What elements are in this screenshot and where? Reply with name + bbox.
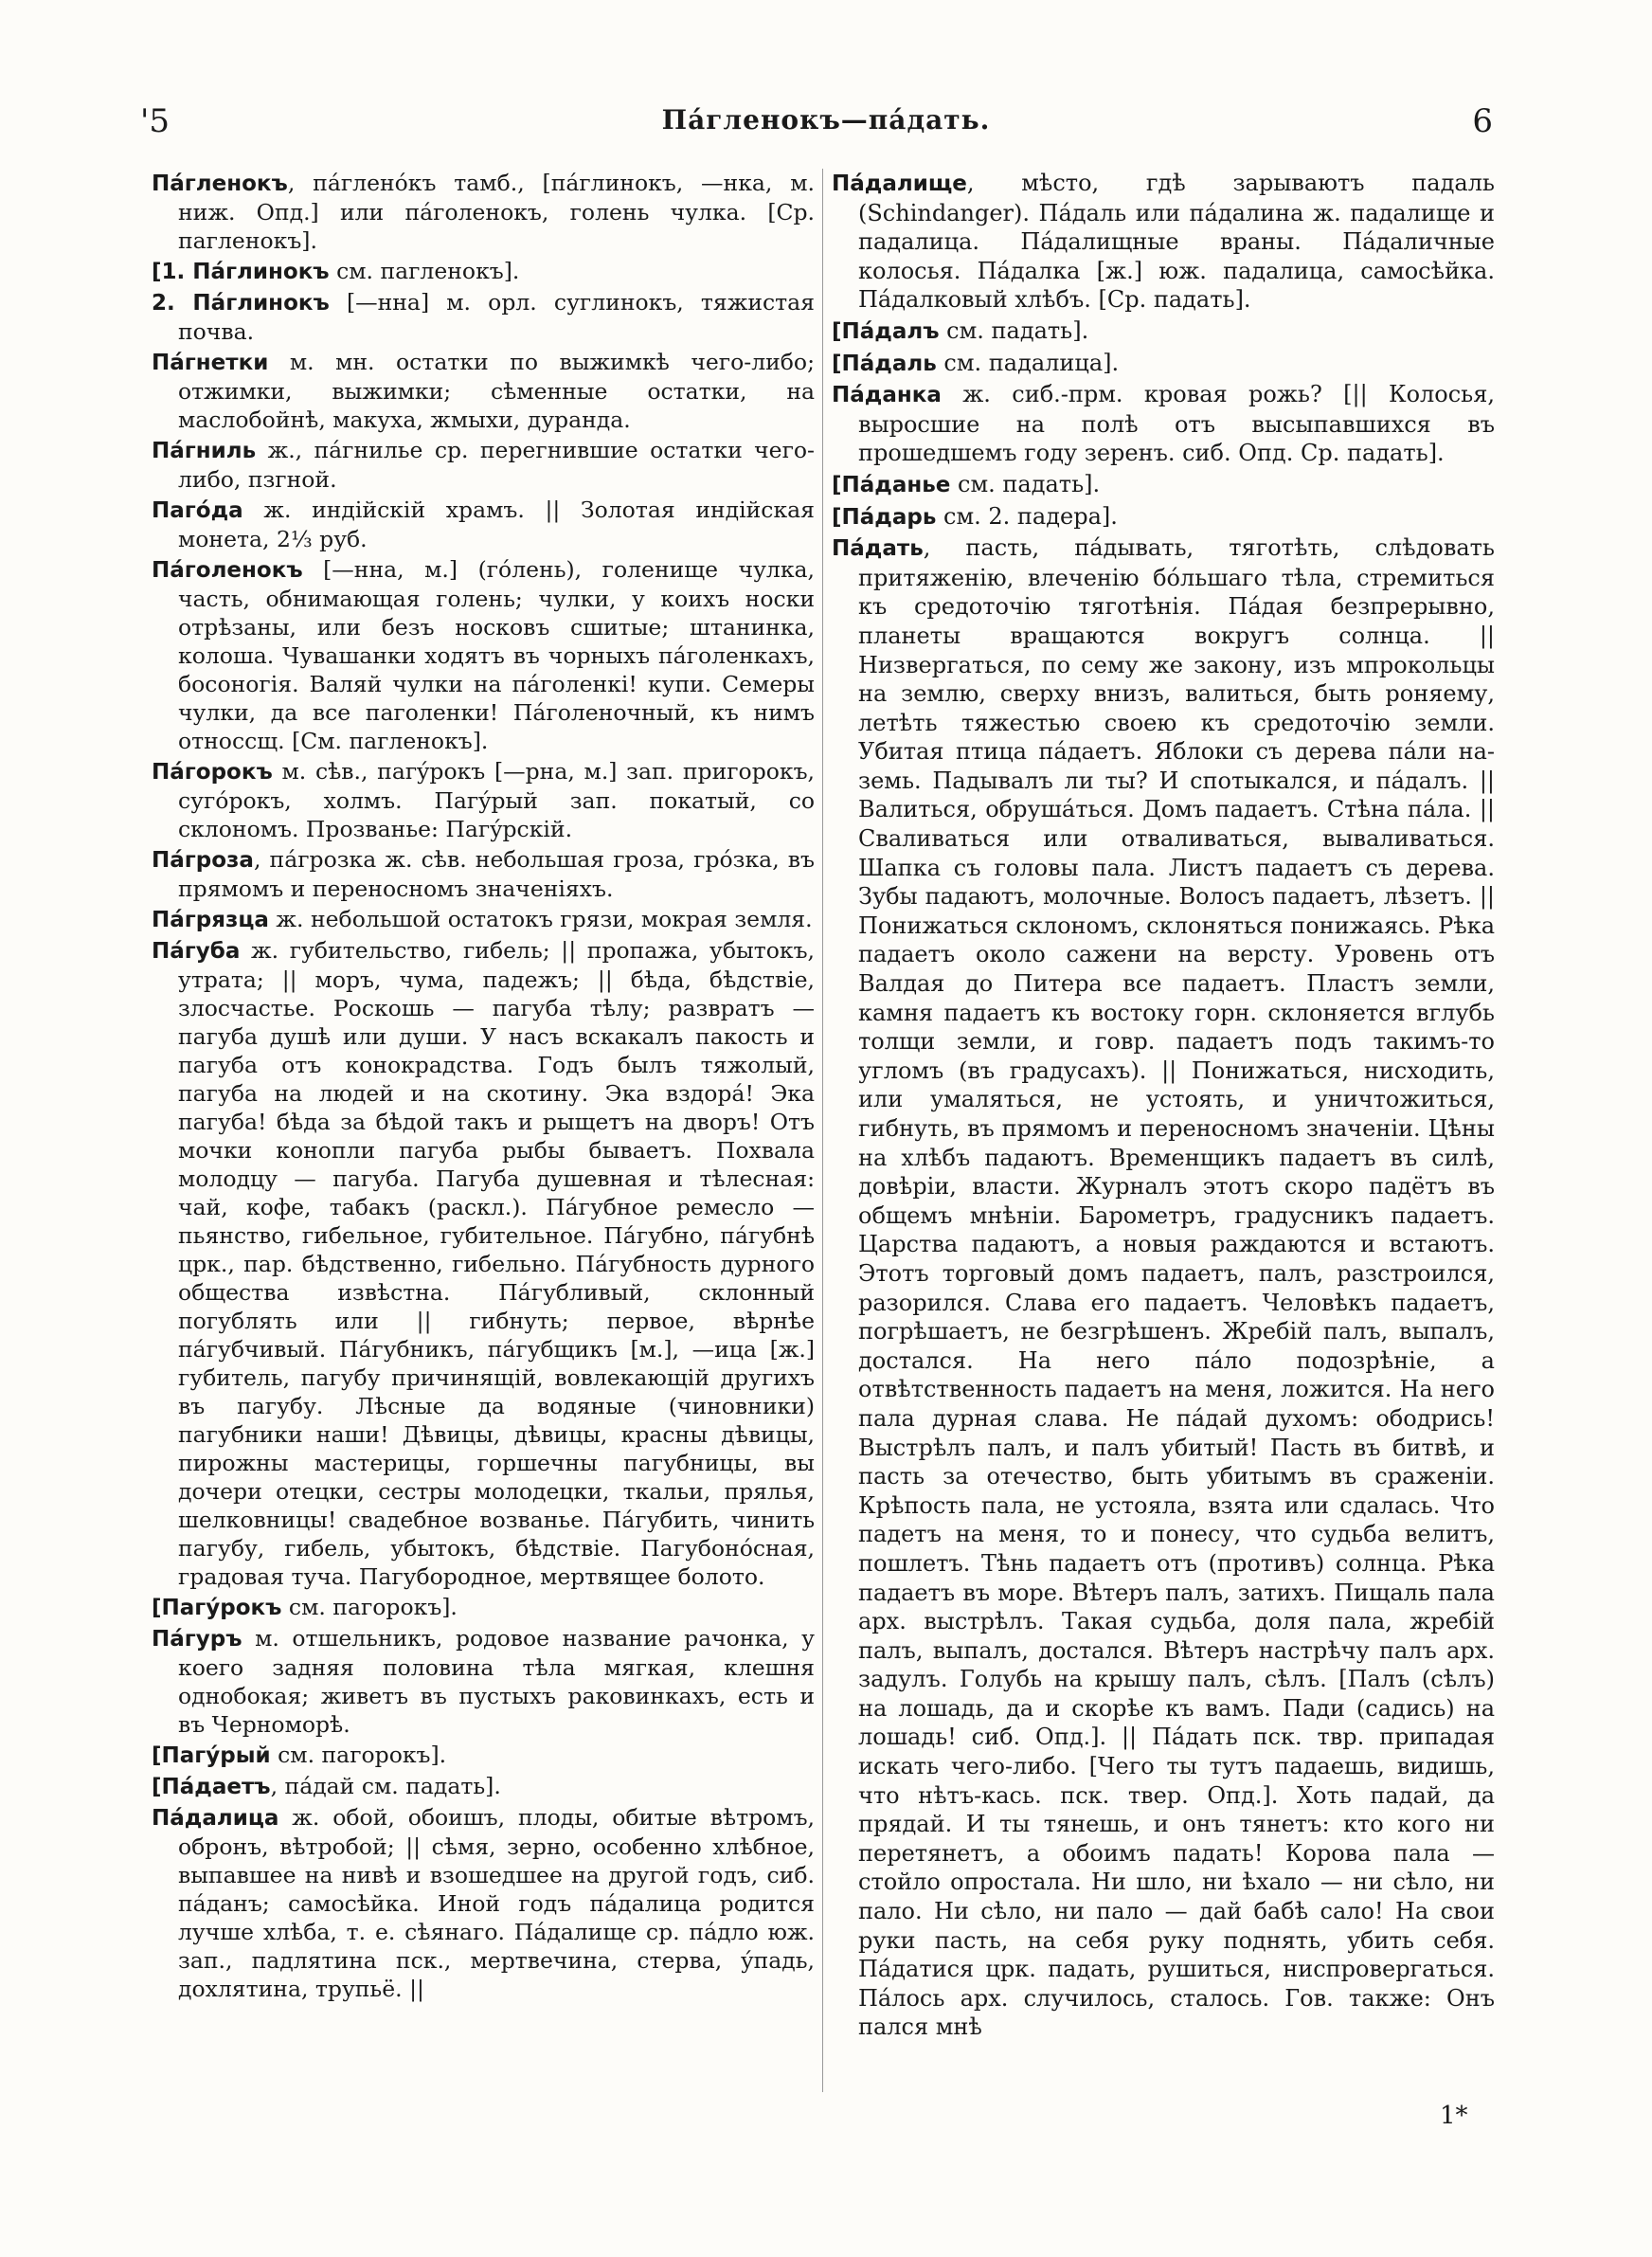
dictionary-entry: [Пáдалъ см. падать].: [832, 316, 1089, 344]
dictionary-entry: Пáданка ж. сиб.-прм. кровая рожь? [|| Колосья, выросшие на полѣ отъ высыпавшихся въ прошедшемъ году зеренъ. сиб. Опд. Ср. падать].: [832, 381, 1495, 467]
dictionary-entry: [Пáдарь см. 2. падера].: [832, 502, 1118, 530]
dictionary-entry: Пáгнетки м. мн. остатки по выжимкѣ чего-либо; отжимки, выжимки; сѣменные остатки, на маслобойнѣ, макуха, жмыхи, дуранда.: [152, 349, 815, 433]
dictionary-entry: [Пáданье см. падать].: [832, 470, 1101, 497]
dictionary-entry: Пáгуръ м. отшельникъ, родовое название рачонка, у коего задняя половина тѣла мягкая, клешня однобокая; живетъ въ пустыхъ раковинкахъ, есть и въ Черноморѣ.: [152, 1625, 815, 1738]
left-column: [152, 169, 815, 2005]
dictionary-entry: Пáдалище, мѣсто, гдѣ зарываютъ падаль (Schindanger). Пáдаль или пáдалина ж. падалище и падалица. Пáдалищные враны. Пáдаличные колосья. Пáдалка [ж.] юж. падалица, самосѣйка. Пáдалковый хлѣбъ. [Ср. падать].: [832, 170, 1495, 314]
dictionary-entry: Пáголенокъ [—нна, м.] (гóлень), голенище чулка, часть, обнимающая голень; чулки, у коихъ носки отрѣзаны, или безъ носковъ сшитые; штанинка, колоша. Чувашанки ходятъ въ чорныхъ пáголенкахъ, босоногія. Валяй чулки на пáголенкі! купи. Семеры чулки, да все паголенки! Пáголеночный, къ нимъ относсщ. [См. пагленокъ].: [152, 556, 815, 754]
page-header: [0, 102, 1652, 159]
page-title: Пáгленокъ—пáдать.: [661, 104, 991, 135]
signature-mark: 1*: [1440, 2102, 1468, 2130]
dictionary-entry: Пáгорокъ м. сѣв., пагýрокъ [—рна, м.] зап. пригорокъ, сугóрокъ, холмъ. Пагýрый зап. покатый, со склономъ. Прозванье: Пагýрскій.: [152, 758, 815, 842]
dictionary-entry: Пáдать, пасть, пáдывать, тяготѣть, слѣдовать притяженію, влеченію бóльшаго тѣла, стремиться къ средоточію тяготѣнія. Пáдая безпрерывно, планеты вращаются вокругъ солнца. || Низвергаться, по сему же закону, изъ мпрокольцы на землю, сверху внизъ, валиться, быть роняему, летѣть тяжестью своею къ средоточію земли. Убитая птица пáдаетъ. Яблоки съ дерева пáли на-земь. Падывалъ ли ты? И спотыкался, и пáдалъ. || Валиться, обрушáться. Домъ падаетъ. Стѣна пáла. || Сваливаться или отваливаться, вываливаться. Шапка съ головы пала. Листъ падаетъ съ дерева. Зубы падаютъ, молочные. Волосъ падаетъ, лѣзетъ. || Понижаться склономъ, склоняться понижаясь. Рѣка падаетъ около сажени на версту. Уровень отъ Валдая до Питера все падаетъ. Пластъ земли, камня падаетъ къ востоку горн. склоняется вглубь толщи земли, и говр. падаетъ подъ такимъ-то угломъ (въ градусахъ). || Понижаться, нисходить, или умаляться, не устоять, и уничтожиться, гибнуть, въ прямомъ и переносномъ значеніи. Цѣны на хлѣбъ падаютъ. Временщикъ падаетъ въ силѣ, довѣріи, власти. Журналъ этотъ скоро падётъ въ общемъ мнѣніи. Барометръ, градусникъ падаетъ. Царства падаютъ, а новыя раждаются и встаютъ. Этотъ торговый домъ падаетъ, палъ, разстроился, разорился. Слава его падаетъ. Человѣкъ падаетъ, погрѣшаетъ, не безгрѣшенъ. Жребій палъ, выпалъ, достался. На него пáло подозрѣніе, а отвѣтственность падаетъ на меня, ложится. На него пала дурная слава. Не пáдай духомъ: ободрись! Выстрѣлъ палъ, и палъ убитый! Пасть въ битвѣ, и пасть за отечество, быть убитымъ въ сраженіи. Крѣпость пала, не устояла, взята или сдалась. Что падетъ на меня, то и понесу, что судьба велитъ, пошлетъ. Тѣнь падаетъ отъ (противъ) солнца. Рѣка падаетъ въ море. Вѣтеръ палъ, затихъ. Пищаль пала арх. выстрѣлъ. Такая судьба, доля пала, жребій палъ, выпалъ, достался. Вѣтеръ настрѣчу палъ арх. задулъ. Голубь на крышу палъ, сѣлъ. [Палъ (сѣлъ) на лошадь, да и скорѣе къ вамъ. Пади (садись) на лошадь! сиб. Опд.]. || Пáдать пск. твр. припадая искать чего-либо. [Чего ты тутъ падаешь, видишь, что нѣтъ-кась. пск. твер. Опд.]. Хоть падай, да прядай. И ты тянешь, и онъ тянетъ: кто кого ни перетянетъ, а обоимъ падать! Корова пала — стойло опростала. Ни шло, ни ѣхало — ни сѣло, ни пало. Ни сѣло, ни пало — дай бабѣ сало! На свои руки пасть, на себя руку поднять, убить себя. Пáдатися црк. падать, рушиться, ниспровергаться. Пáлось арх. случилось, сталось. Гов. также: Онъ пался мнѣ: [832, 534, 1495, 2041]
column-divider: [822, 169, 823, 2092]
dictionary-entry: [Пáдаль см. падалица].: [832, 349, 1120, 376]
dictionary-entry: Пáгниль ж., пáгнилье ср. перегнившие остатки чего-либо, пзгной.: [152, 437, 815, 493]
dictionary-entry: 2. Пáглинокъ [—нна] м. орл. суглинокъ, тяжистая почва.: [152, 289, 815, 345]
dictionary-entry: [1. Пáглинокъ см. пагленокъ].: [152, 258, 520, 284]
page-number-right: 6: [1472, 102, 1493, 140]
right-column: [832, 169, 1495, 2044]
dictionary-entry: [Пáдаетъ, пáдай см. падать].: [152, 1773, 501, 1799]
dictionary-entry: Пáгроза, пáгрозка ж. сѣв. небольшая гроза, грóзка, въ прямомъ и переносномъ значеніяхъ.: [152, 846, 815, 902]
dictionary-entry: Пáгрязца ж. небольшой остатокъ грязи, мокрая земля.: [152, 906, 813, 932]
dictionary-entry: Пáгленокъ, пáгленóкъ тамб., [пáглинокъ, —нка, м. ниж. Опд.] или пáголенокъ, голень чулка. [Ср. пагленокъ].: [152, 170, 815, 254]
dictionary-entry: [Пагýрый см. пагорокъ].: [152, 1742, 447, 1768]
dictionary-entry: Пáдалица ж. обой, обоишъ, плоды, обитые вѣтромъ, обронъ, вѣтробой; || сѣмя, зерно, особенно хлѣбное, выпавшее на нивѣ и взошедшее на другой годъ, сиб. пáданъ; самосѣйка. Иной годъ пáдалица родится лучше хлѣба, т. е. сѣянаго. Пáдалище ср. пáдло юж. зап., падлятина пск., мертвечина, стерва, ýпадь, дохлятина, трупьё. ||: [152, 1804, 815, 2002]
page-number-left: '5: [140, 102, 170, 140]
dictionary-entry: Пáгуба ж. губительство, гибель; || пропажа, убытокъ, утрата; || моръ, чума, падежъ; || бѣда, бѣдствіе, злосчастье. Роскошь — пагуба тѣлу; развратъ — пагуба душѣ или души. У насъ вскакалъ пакость и пагуба отъ конокрадства. Годъ былъ тяжолый, пагуба на людей и на скотину. Эка вздорá! Эка пагуба! бѣда за бѣдой такъ и рыщетъ на дворъ! Отъ мочки конопли пагуба рыбы бываетъ. Похвала молодцу — пагуба. Пагуба душевная и тѣлесная: чай, кофе, табакъ (раскл.). Пáгубное ремесло — пьянство, гибельное, губительное. Пáгубно, пáгубнѣ црк., пар. бѣдственно, гибельно. Пáгубность дурного общества извѣстна. Пáгубливый, склонный погублять или || гибнуть; первое, вѣрнѣе пáгубчивый. Пáгубникъ, пáгубщикъ [м.], —ица [ж.] губитель, пагубу причинящій, вовлекающій другихъ въ пагубу. Лѣсные да водяные (чиновники) пагубники наши! Дѣвицы, дѣвицы, красны дѣвицы, пирожны мастерицы, горшечны пагубницы, вы дочери отецки, сестры молодецки, ткальи, прялья, шелковницы! свадебное возванье. Пáгубить, чинить пагубу, гибель, убытокъ, бѣдствіе. Пагубонóсная, градовая туча. Пагубородное, мертвящее болото.: [152, 937, 815, 1590]
dictionary-entry: [Пагýрокъ см. пагорокъ].: [152, 1594, 458, 1620]
dictionary-entry: Пагóда ж. индійскій храмъ. || Золотая индійская монета, 2⅓ руб.: [152, 497, 815, 552]
